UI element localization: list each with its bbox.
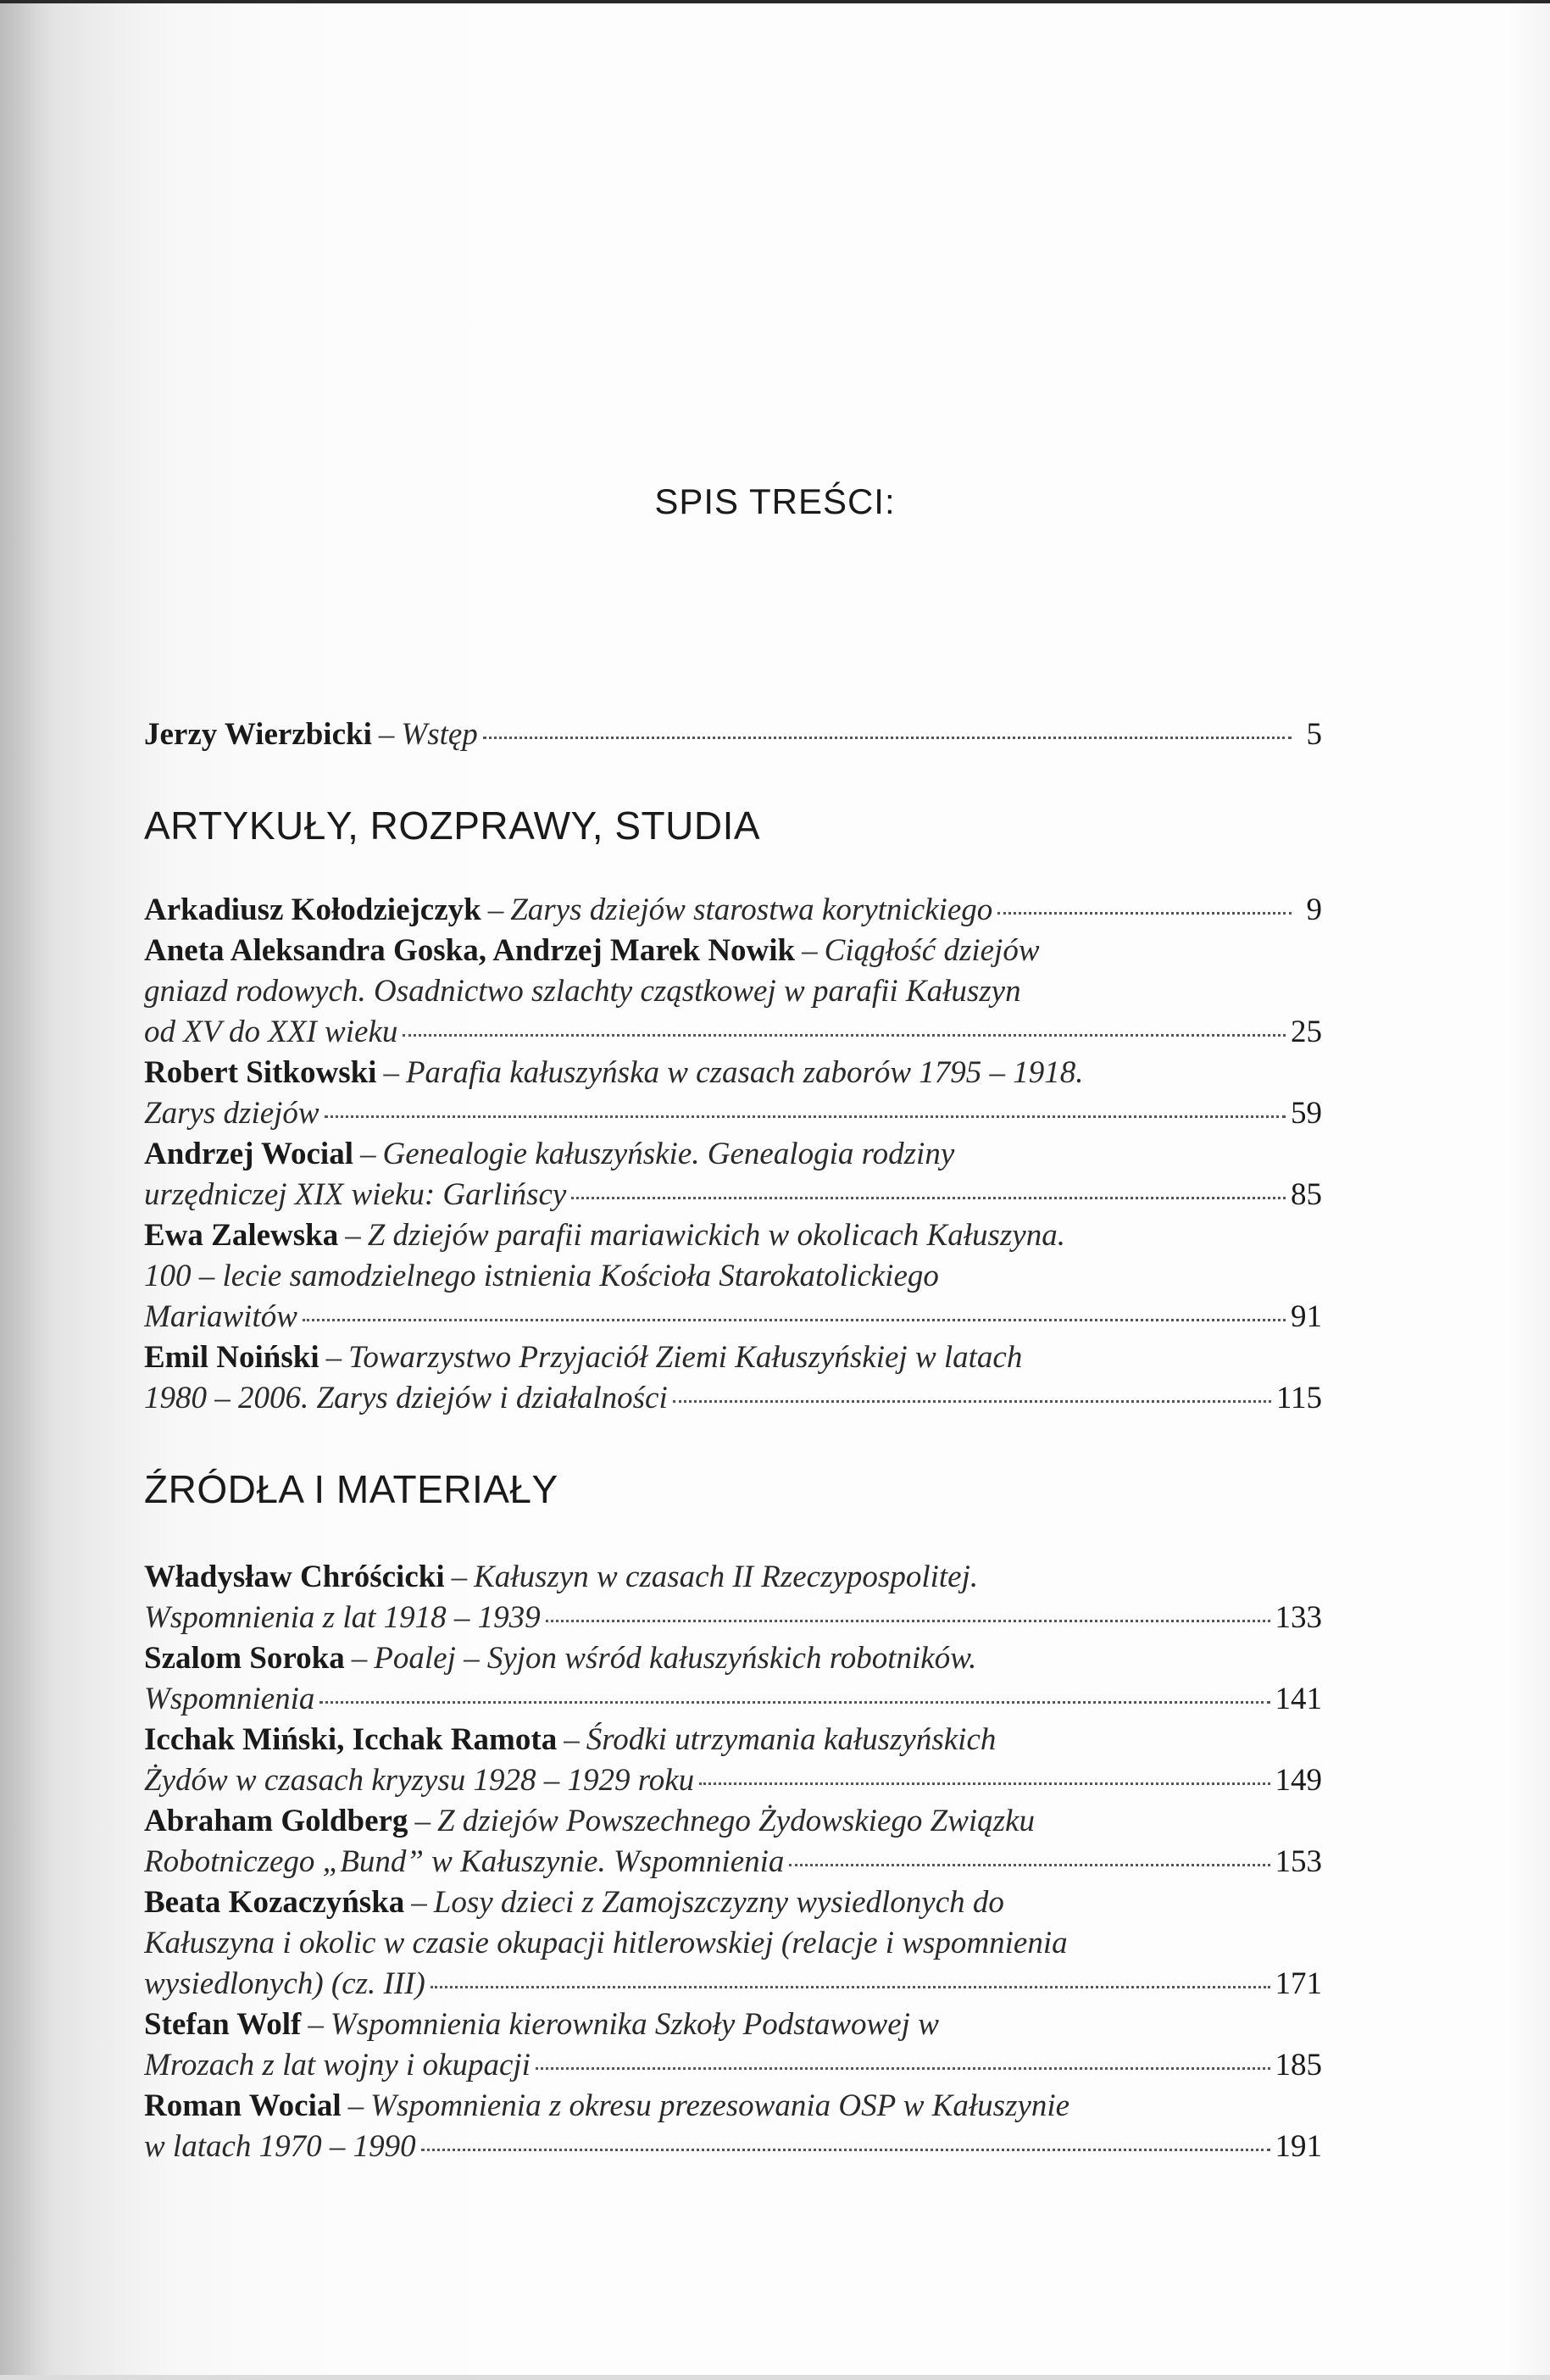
section-heading-sources: ŹRÓDŁA I MATERIAŁY	[144, 1467, 558, 1511]
intro-entries	[144, 715, 1322, 755]
toc-entry	[144, 1720, 1322, 1760]
entry-page-number: 141	[1275, 1682, 1322, 1716]
entry-title: Losy dzieci z Zamojszczyzny wysiedlonych do	[433, 1885, 1004, 1920]
entry-page-number: 25	[1291, 1015, 1322, 1049]
toc-entry-continuation	[144, 1760, 1322, 1801]
entry-title: Wspomnienia z okresu prezesowania OSP w Kałuszynie	[370, 2088, 1070, 2123]
entry-title: 1980 – 2006. Zarys dziejów i działalności	[144, 1381, 668, 1415]
entry-author: Stefan Wolf	[144, 2007, 302, 2042]
entry-title: Z dziejów Powszechnego Żydowskiego Związku	[436, 1804, 1035, 1838]
entry-page-number: 91	[1291, 1299, 1322, 1334]
toc-entry-continuation	[144, 1256, 1322, 1297]
author-title-separator: –	[360, 1137, 376, 1171]
author-title-separator: –	[451, 1560, 468, 1594]
toc-entry	[144, 2005, 1322, 2045]
dot-leader	[789, 1860, 1269, 1866]
dot-leader	[431, 1982, 1270, 1988]
entry-author: Emil Noiński	[144, 1340, 319, 1375]
toc-entry	[144, 1801, 1322, 1842]
entry-title: gniazd rodowych. Osadnictwo szlachty cząstkowej w parafii Kałuszyn	[144, 974, 1021, 1009]
toc-entry	[144, 1557, 1322, 1598]
entry-title: Parafia kałuszyńska w czasach zaborów 1795 – 1918.	[405, 1055, 1084, 1090]
author-title-separator: –	[308, 2007, 324, 2042]
entry-author: Roman Wocial	[144, 2088, 342, 2123]
entry-title: Mrozach z lat wojny i okupacji	[144, 2048, 531, 2082]
author-title-separator: –	[383, 1055, 399, 1090]
author-title-separator: –	[345, 1218, 361, 1253]
toc-entry	[144, 2086, 1322, 2127]
entry-title: Towarzystwo Przyjaciół Ziemi Kałuszyńskiej w latach	[348, 1340, 1023, 1375]
spine-shadow	[0, 0, 51, 2380]
entry-title: Żydów w czasach kryzysu 1928 – 1929 roku	[144, 1763, 695, 1798]
entry-title: Ciągłość dziejów	[824, 933, 1040, 968]
entry-page-number: 149	[1275, 1763, 1322, 1798]
toc-entry	[144, 931, 1322, 971]
toc-entry	[144, 1134, 1322, 1175]
toc-entry	[144, 1337, 1322, 1378]
toc-entry-continuation	[144, 1378, 1322, 1419]
toc-entry-continuation	[144, 1175, 1322, 1215]
toc-entry	[144, 890, 1322, 931]
dot-leader	[546, 1616, 1270, 1622]
toc-entry-continuation	[144, 1923, 1322, 1964]
entry-title: urzędniczej XIX wieku: Garlińscy	[144, 1177, 567, 1212]
toc-entry-continuation	[144, 1842, 1322, 1882]
author-title-separator: –	[487, 892, 504, 927]
toc-entry-continuation	[144, 1598, 1322, 1638]
dot-leader	[325, 1112, 1286, 1118]
entry-author: Aneta Aleksandra Goska, Andrzej Marek Nowik	[144, 933, 796, 968]
entry-title: Robotniczego „Bund” w Kałuszynie. Wspomnienia	[144, 1844, 785, 1879]
toc-entry-continuation	[144, 1093, 1322, 1134]
entry-title: Kałuszyna i okolic w czasie okupacji hitlerowskiej (relacje i wspomnienia	[144, 1926, 1068, 1960]
section-heading-articles: ARTYKUŁY, ROZPRAWY, STUDIA	[144, 804, 761, 848]
entry-page-number: 133	[1275, 1600, 1322, 1635]
entry-title: Wstęp	[401, 717, 478, 752]
entry-page-number: 171	[1275, 1966, 1322, 2001]
dot-leader	[483, 733, 1292, 739]
bottom-edge	[0, 2375, 1550, 2380]
author-title-separator: –	[378, 717, 395, 752]
toc-entry-continuation	[144, 2045, 1322, 2086]
entry-page-number: 191	[1275, 2129, 1322, 2164]
entry-title: od XV do XXI wieku	[144, 1015, 398, 1049]
entry-author: Abraham Goldberg	[144, 1804, 408, 1838]
dot-leader	[997, 909, 1292, 915]
entry-author: Szalom Soroka	[144, 1641, 345, 1676]
entry-author: Władysław Chróścicki	[144, 1560, 445, 1594]
entry-title: wysiedlonych) (cz. III)	[144, 1966, 425, 2001]
toc-entry	[144, 1882, 1322, 1923]
entry-title: w latach 1970 – 1990	[144, 2129, 416, 2164]
dot-leader	[421, 2145, 1270, 2151]
entry-title: Mariawitów	[144, 1299, 297, 1334]
entry-author: Icchak Miński, Icchak Ramota	[144, 1722, 558, 1757]
dot-leader	[536, 2064, 1270, 2070]
page-title: SPIS TREŚCI:	[654, 481, 896, 521]
entry-author: Andrzej Wocial	[144, 1137, 353, 1171]
entry-title: Zarys dziejów	[144, 1096, 319, 1131]
toc-entry-continuation	[144, 1679, 1322, 1720]
dot-leader	[303, 1315, 1286, 1321]
entry-author: Beata Kozaczyńska	[144, 1885, 405, 1920]
toc-entry-continuation	[144, 1297, 1322, 1337]
entry-page-number: 115	[1275, 1381, 1322, 1415]
author-title-separator: –	[325, 1340, 342, 1375]
toc-entry-continuation	[144, 971, 1322, 1012]
dot-leader	[571, 1193, 1286, 1199]
entry-author: Jerzy Wierzbicki	[144, 717, 372, 752]
entry-title: Środki utrzymania kałuszyńskich	[586, 1722, 997, 1757]
section-entries-articles	[144, 890, 1322, 1419]
author-title-separator: –	[564, 1722, 580, 1757]
entry-title: Wspomnienia z lat 1918 – 1939	[144, 1600, 541, 1635]
entry-author: Robert Sitkowski	[144, 1055, 377, 1090]
author-title-separator: –	[351, 1641, 368, 1676]
toc-entry	[144, 1215, 1322, 1256]
entry-title: Wspomnienia kierownika Szkoły Podstawowej w	[330, 2007, 939, 2042]
entry-title: Z dziejów parafii mariawickich w okolicach Kałuszyna.	[367, 1218, 1065, 1253]
author-title-separator: –	[414, 1804, 431, 1838]
entry-page-number: 153	[1275, 1844, 1322, 1879]
entry-author: Ewa Zalewska	[144, 1218, 339, 1253]
entry-title: Poalej – Syjon wśród kałuszyńskich robotników.	[374, 1641, 977, 1676]
toc-entry-continuation	[144, 1012, 1322, 1053]
toc-entry-continuation	[144, 2127, 1322, 2167]
dot-leader	[403, 1031, 1286, 1037]
toc-entry	[144, 1638, 1322, 1679]
toc-entry	[144, 1053, 1322, 1093]
dot-leader	[673, 1397, 1271, 1403]
toc-entry	[144, 715, 1322, 755]
author-title-separator: –	[802, 933, 818, 968]
entry-page-number: 9	[1306, 892, 1322, 927]
top-edge	[0, 0, 1550, 3]
entry-title: Zarys dziejów starostwa korytnickiego	[510, 892, 993, 927]
entry-page-number: 59	[1291, 1096, 1322, 1131]
entry-title: Wspomnienia	[144, 1682, 315, 1716]
dot-leader	[319, 1698, 1269, 1704]
author-title-separator: –	[347, 2088, 364, 2123]
entry-page-number: 185	[1275, 2048, 1322, 2082]
entry-title: Kałuszyn w czasach II Rzeczypospolitej.	[474, 1560, 979, 1594]
entry-author: Arkadiusz Kołodziejczyk	[144, 892, 481, 927]
entry-page-number: 85	[1291, 1177, 1322, 1212]
section-entries-sources	[144, 1557, 1322, 2167]
author-title-separator: –	[411, 1885, 427, 1920]
entry-page-number: 5	[1306, 717, 1322, 752]
dot-leader	[699, 1779, 1269, 1785]
toc-entry-continuation	[144, 1964, 1322, 2005]
entry-title: Genealogie kałuszyńskie. Genealogia rodziny	[382, 1137, 955, 1171]
entry-title: 100 – lecie samodzielnego istnienia Kościoła Starokatolickiego	[144, 1259, 939, 1293]
